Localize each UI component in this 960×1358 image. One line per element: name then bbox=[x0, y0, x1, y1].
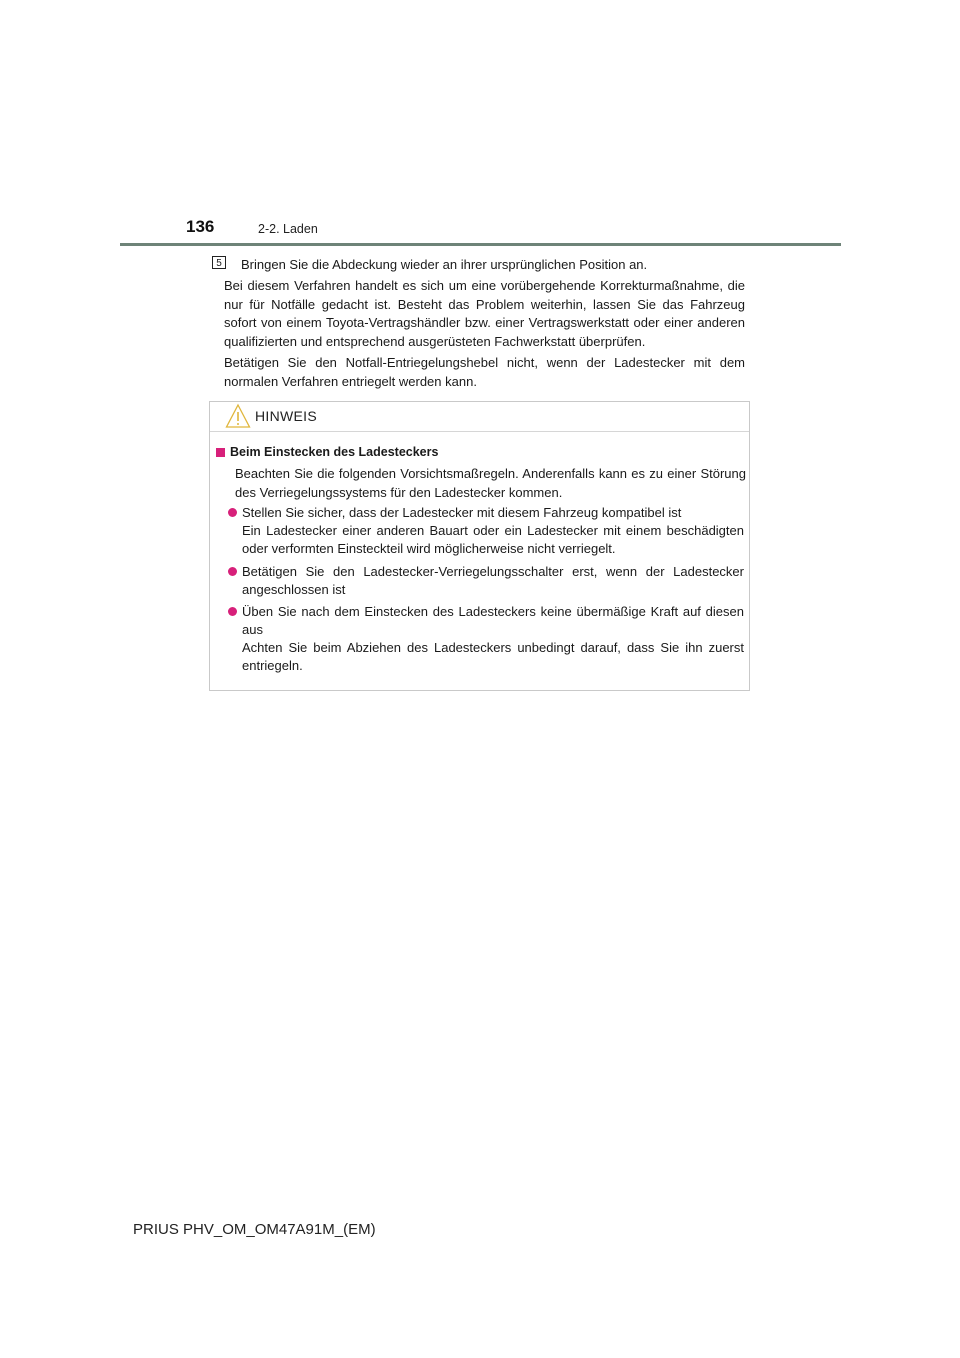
warning-icon bbox=[225, 403, 251, 429]
bullet-dot-icon bbox=[228, 607, 237, 616]
section-title: 2-2. Laden bbox=[258, 222, 318, 236]
footer-doc-id: PRIUS PHV_OM_OM47A91M_(EM) bbox=[133, 1221, 376, 1238]
square-bullet-icon bbox=[216, 448, 225, 457]
bullet-dot-icon bbox=[228, 508, 237, 517]
bullet-dot-icon bbox=[228, 567, 237, 576]
notice-item-detail: Ein Ladestecker einer anderen Bauart oder ein Ladestecker mit einem beschädigten oder verformten Einsteckteil wird möglicherweise nicht verriegelt. bbox=[242, 523, 744, 556]
header-rule bbox=[120, 243, 841, 246]
notice-item-text bbox=[242, 563, 744, 599]
topic-title: Beim Einstecken des Ladesteckers bbox=[230, 445, 439, 459]
step-text: Bringen Sie die Abdeckung wieder an ihrer ursprünglichen Position an. bbox=[241, 257, 648, 272]
paragraph-emergency-note: Bei diesem Verfahren handelt es sich um eine vorübergehende Korrekturmaßnahme, die nur für Notfälle gedacht ist. Besteht das Problem weiterhin, lassen Sie das Fahrzeug sofort von einem Toyota-Vertragshändler bzw. einer Vertragswerkstatt oder einer anderen qualifizierten und entsprechend ausgerüsteten Fachwerkstatt überprüfen. bbox=[224, 278, 745, 349]
notice-title: HINWEIS bbox=[255, 408, 317, 424]
notice-item-title: Betätigen Sie den Ladestecker-Verriegelungsschalter erst, wenn der Ladestecker angeschlossen ist bbox=[242, 564, 744, 597]
notice-item-text bbox=[242, 504, 744, 558]
notice-item-text bbox=[242, 603, 744, 675]
step-number-box: 5 bbox=[212, 256, 226, 269]
notice-item-title: Üben Sie nach dem Einstecken des Ladesteckers keine übermäßige Kraft auf diesen aus bbox=[242, 604, 744, 637]
notice-box bbox=[209, 401, 750, 691]
topic-text: Beachten Sie die folgenden Vorsichtsmaßregeln. Anderenfalls kann es zu einer Störung des Verriegelungssystems für den Ladestecker kommen. bbox=[235, 466, 746, 500]
notice-item-detail: Achten Sie beim Abziehen des Ladesteckers unbedingt darauf, dass Sie ihn zuerst entriegeln. bbox=[242, 640, 744, 673]
page-number: 136 bbox=[186, 217, 215, 236]
notice-header bbox=[210, 402, 749, 432]
paragraph-lever-note: Betätigen Sie den Notfall-Entriegelungshebel nicht, wenn der Ladestecker mit dem normalen Verfahren entriegelt werden kann. bbox=[224, 355, 745, 389]
notice-item-title: Stellen Sie sicher, dass der Ladestecker mit diesem Fahrzeug kompatibel ist bbox=[242, 505, 682, 520]
